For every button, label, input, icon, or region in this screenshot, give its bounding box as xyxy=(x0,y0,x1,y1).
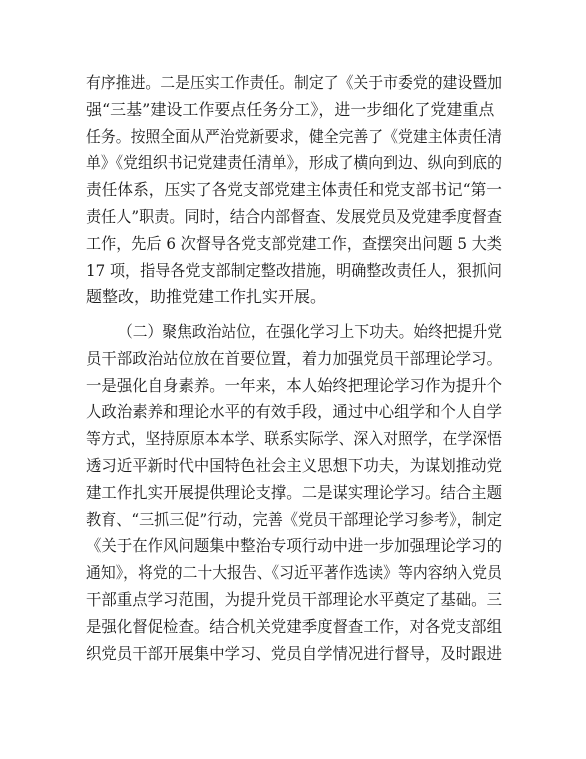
text-line: 责任体系，压实了各党支部党建主体责任和党支部书记“第一 xyxy=(86,180,502,200)
text-line: 工作，先后 6 次督导各党支部党建工作，查摆突出问题 5 大类 xyxy=(86,233,502,253)
text-line: 任务。按照全面从严治党新要求，健全完善了《党建主体责任清 xyxy=(86,126,502,146)
section-heading-line: （二）聚焦政治站位，在强化学习上下功夫。始终把提升党 xyxy=(118,322,502,341)
text-line: 有序推进。二是压实工作责任。制定了《关于市委党的建设暨加 xyxy=(86,73,502,92)
paragraph-party-building-responsibility xyxy=(86,70,502,311)
text-line: 17 项，指导各党支部制定整改措施，明确整改责任人，狠抓问 xyxy=(86,260,502,280)
text-line: 一是强化自身素养。一年来，本人始终把理论学习作为提升个 xyxy=(86,375,502,395)
text-line: 透习近平新时代中国特色社会主义思想下功夫，为谋划推动党 xyxy=(86,455,502,475)
text-line: 题整改，助推党建工作扎实开展。 xyxy=(86,287,327,307)
text-line: 干部重点学习范围，为提升党员干部理论水平奠定了基础。三 xyxy=(86,589,502,609)
text-line: 强“三基”建设工作要点任务分工》，进一步细化了党建重点 xyxy=(86,99,495,119)
text-line: 建工作扎实开展提供理论支撑。二是谋实理论学习。结合主题 xyxy=(86,482,502,502)
text-line: 《关于在作风问题集中整治专项行动中进一步加强理论学习的 xyxy=(86,536,502,556)
text-line: 是强化督促检查。结合机关党建季度督查工作，对各党支部组 xyxy=(86,616,502,636)
text-line: 等方式，坚持原原本本学、联系实际学、深入对照学，在学深悟 xyxy=(86,429,502,449)
paragraph-political-study xyxy=(86,319,502,667)
text-line: 织党员干部开展集中学习、党员自学情况进行督导，及时跟进 xyxy=(86,643,502,663)
text-line: 教育、“三抓三促”行动，完善《党员干部理论学习参考》，制定 xyxy=(86,509,502,529)
text-line: 人政治素养和理论水平的有效手段，通过中心组学和个人自学 xyxy=(86,402,502,422)
text-line: 员干部政治站位放在首要位置，着力加强党员干部理论学习。 xyxy=(86,348,502,368)
text-line: 单》《党组织书记党建责任清单》，形成了横向到边、纵向到底的 xyxy=(86,153,502,173)
text-line: 通知》，将党的二十大报告、《习近平著作选读》等内容纳入党员 xyxy=(86,563,502,583)
text-line: 责任人”职责。同时，结合内部督查、发展党员及党建季度督查 xyxy=(86,206,502,226)
